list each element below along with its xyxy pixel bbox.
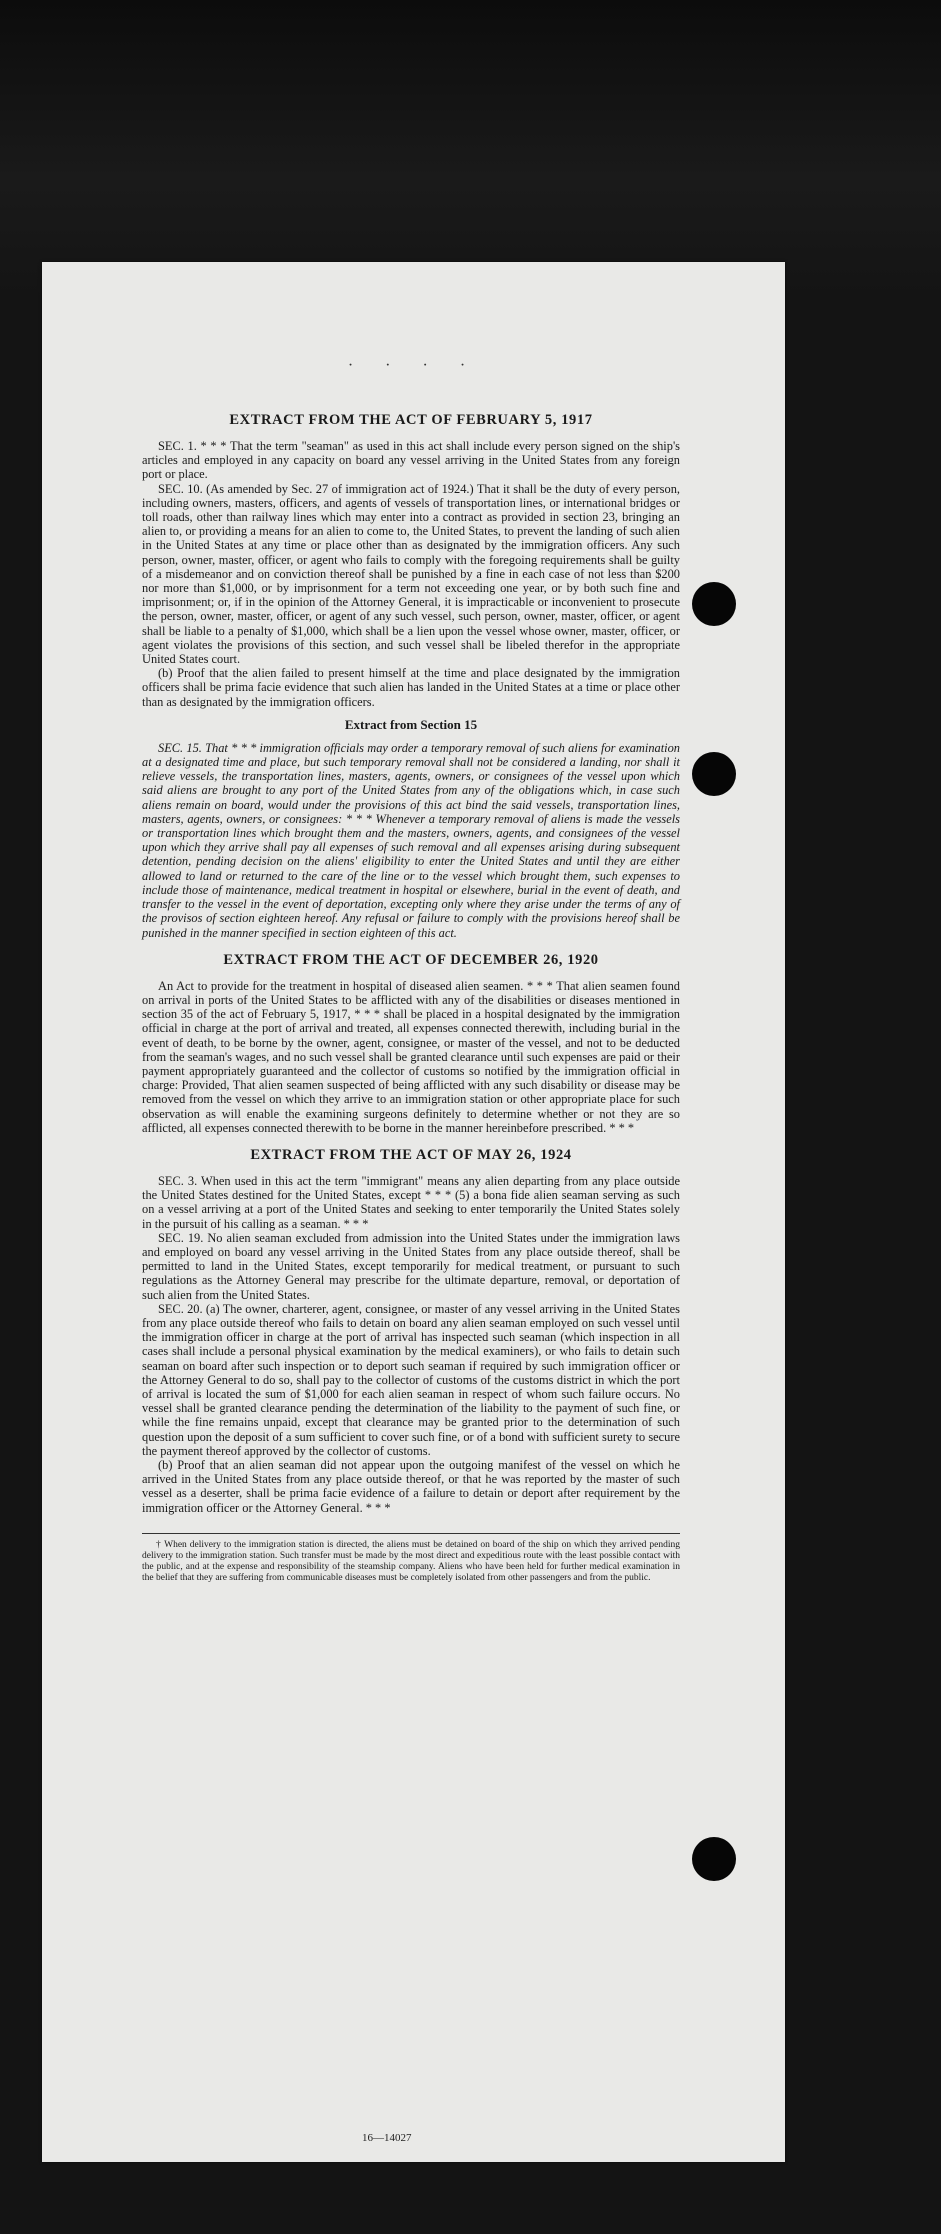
top-marks: · · · · <box>347 357 480 374</box>
document-page <box>42 262 785 2162</box>
heading-act-1917: EXTRACT FROM THE ACT OF FEBRUARY 5, 1917 <box>229 412 593 428</box>
heading-act-1924: EXTRACT FROM THE ACT OF MAY 26, 1924 <box>250 1146 572 1163</box>
subheading-section-15: Extract from Section 15 <box>344 716 478 732</box>
paragraph-sec-15: SEC. 15. That * * * immigration officials may order a temporary removal of such aliens for examination at a designated time and place, but such temporary removal shall not be considered a landing, nor shall it relieve vessels, the transportation lines, masters, agents, owners, or consignees of the vessel upon which said aliens are brought to any port of the United States from any of the obligations which, in case such aliens remain on board, would under the provisions of this act bind the said vessels, transportation lines, masters, agents, owners, or consignees: * * * Whenever a temporary removal of aliens is made the vessels or transportation lines which brought them and the masters, owners, agents, and consignees of the vessel upon which they arrive shall pay all expenses of such removal and all expenses arising during subsequent detention, pending decision on the aliens' eligibility to enter the United States and until they are either allowed to land or returned to the care of the line or to the vessel which brought them, such expenses to include those of maintenance, medical treatment in hospital or elsewhere, burial in the event of death, and transfer to the vessel in the event of deportation, excepting only where they arise under the terms of any of the provisos of section eighteen hereof. Any refusal or failure to comply with the provisions hereof shall be punished in the manner specified in section eighteen of this act. <box>142 740 680 940</box>
heading-act-1920: EXTRACT FROM THE ACT OF DECEMBER 26, 1920 <box>223 951 599 968</box>
paragraph-sec-20-b: (b) Proof that an alien seaman did not appear upon the outgoing manifest of the vessel on which he arrived in the United States from any place outside thereof, or that he was reported by the master of such vessel as a deserter, shall be prima facie evidence of a failure to detain or deport after requirement by the immigration officer or the Attorney General. * * * <box>142 1458 680 1515</box>
section-gap <box>142 940 680 952</box>
scan-background <box>0 0 941 300</box>
paragraph-sec-20: SEC. 20. (a) The owner, charterer, agent, consignee, or master of any vessel arriving in the United States from any place outside thereof who fails to detain on board any alien seaman employed on such vessel until the immigration officer in charge at the port of arrival has inspected such seaman (which inspection in all cases shall include a personal physical examination by the medical examiners), or who fails to detain such seaman on board after such inspection or to deport such seaman if required by such immigration officer or the Attorney General to do so, shall pay to the collector of customs of the customs district in which the port of arrival is located the sum of $1,000 for each alien seaman in respect of whom such failure occurs. No vessel shall be granted clearance pending the determination of the liability to the payment of such fine, or while the fine remains unpaid, except that clearance may be granted prior to the determination of such question upon the deposit of a sum sufficient to cover such fine, or of a bond with sufficient surety to secure the payment thereof approved by the collector of customs. <box>142 1301 680 1458</box>
paragraph-sec-10-b: (b) Proof that the alien failed to present himself at the time and place designated by the immigration officers shall be prima facie evidence that such alien has landed in the United States at a time or place other than as designated by the immigration officers. <box>142 666 680 709</box>
paragraph-act-1920: An Act to provide for the treatment in hospital of diseased alien seamen. * * * That alien seamen found on arrival in ports of the United States to be afflicted with any of the disabilities or diseases mentioned in section 35 of the act of February 5, 1917, * * * shall be placed in a hospital designated by the immigration official in charge at the port of arrival and treated, all expenses connected therewith, including burial in the event of death, to be borne by the owner, agent, consignee, or master of the vessel, and not to be deducted from the seaman's wages, and no such vessel shall be granted clearance until such expenses are paid or their payment appropriately guaranteed and the collector of customs so notified by the immigration official in charge: Provided, That alien seamen suspected of being afflicted with any such disability or disease may be removed from the vessel on which they arrive to an immigration station or other appropriate place for such observation as will enable the examining surgeons definitely to determine whether or not they are so afflicted, all expenses connected therewith to be borne in the manner hereinbefore prescribed. * * * <box>142 978 680 1135</box>
footnote-divider <box>142 1533 680 1534</box>
section-gap <box>142 1135 680 1147</box>
paragraph-sec-3: SEC. 3. When used in this act the term "immigrant" means any alien departing from any place outside the United States destined for the United States, except * * * (5) a bona fide alien seaman serving as such on a vessel arriving at a port of the United States and seeking to enter temporarily the United States solely in the pursuit of his calling as a seaman. * * * <box>142 1173 680 1231</box>
punch-hole <box>692 752 736 796</box>
footnote: † When delivery to the immigration station is directed, the aliens must be detained on board of the ship on which they arrived pending delivery to the immigration station. Such transfer must be made by the most direct and expeditious route with the least possible contact with the public, and at the expense and responsibility of the steamship company. Aliens who have been held for further medical examination in the belief that they are suffering from communicable diseases must be completely isolated from other passengers and from the public. <box>142 1539 680 1583</box>
paragraph-sec-10: SEC. 10. (As amended by Sec. 27 of immigration act of 1924.) That it shall be the duty of every person, including owners, masters, officers, and agents of vessels of transportation lines, or international bridges or toll roads, other than railway lines which may enter into a contract as provided in section 23, bringing an alien to, or providing a means for an alien to come to, the United States, to prevent the landing of such alien in the United States at any time or place other than as designated by the immigration officers. Any such person, owner, master, officer, or agent who fails to comply with the foregoing requirements shall be guilty of a misdemeanor and on conviction thereof shall be punished by a fine in each case of not less than $200 nor more than $1,000, or by imprisonment for a term not exceeding one year, or by both such fine and imprisonment; or, if in the opinion of the Attorney General, it is impracticable or inconvenient to prosecute the person, owner, master, officer, or agent of any such vessel, such person, owner, master, officer, or agent shall be liable to a penalty of $1,000, which shall be a lien upon the vessel whose owner, master, officer, or agent violates the provisions of this section, and such vessel shall be libeled therefor in the appropriate United States court. <box>142 481 680 667</box>
punch-hole <box>692 1837 736 1881</box>
paragraph-sec-19: SEC. 19. No alien seaman excluded from admission into the United States under the immigration laws and employed on board any vessel arriving in the United States from any place outside thereof, shall be permitted to land in the United States, except temporarily for medical treatment, or pursuant to such regulations as the Attorney General may prescribe for the ultimate departure, removal, or deportation of such alien from the United States. <box>142 1230 680 1302</box>
paragraph-sec-1: SEC. 1. * * * That the term "seaman" as used in this act shall include every person signed on the ship's articles and employed in any capacity on board any vessel arriving in the United States from any foreign port or place. <box>142 439 680 482</box>
form-number: 16—14027 <box>362 2132 412 2144</box>
punch-hole <box>692 582 736 626</box>
document-content <box>142 412 680 1584</box>
